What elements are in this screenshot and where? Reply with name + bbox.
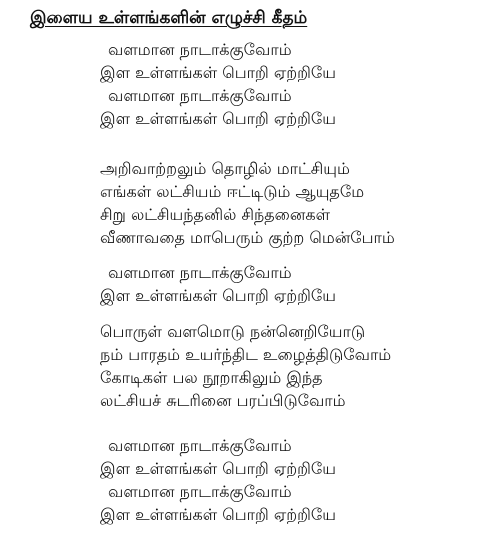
stanza-4-verse <box>100 320 391 412</box>
stanza-line: இள உள்ளங்கள் பொறி ஏற்றியே <box>100 505 337 524</box>
stanza-line: லட்சியச் சுடரினை பரப்பிடுவோம் <box>100 391 346 410</box>
stanza-line: இள உள்ளங்கள் பொறி ஏற்றியே <box>100 459 337 478</box>
stanza-line: எங்கள் லட்சியம் ஈட்டிடும் ஆயுதமே <box>100 182 365 201</box>
stanza-line: நம் பாரதம் உயர்ந்திட உழைத்திடுவோம் <box>100 345 392 364</box>
stanza-line: வளமான நாடாக்குவோம் <box>108 482 292 501</box>
stanza-line: சிறு லட்சியந்தனில் சிந்தனைகள் <box>100 205 330 224</box>
stanza-line: அறிவாற்றலும் தொழில் மாட்சியும் <box>100 159 350 178</box>
stanza-line: கோடிகள் பல நூறாகிலும் இந்த <box>100 368 323 387</box>
stanza-line: இள உள்ளங்கள் பொறி ஏற்றியே <box>100 109 337 128</box>
song-title: இளைய உள்ளங்களின் எழுச்சி கீதம் <box>30 8 308 28</box>
stanza-line: வீணாவதை மாபெரும் குற்ற மென்போம் <box>100 228 395 247</box>
stanza-line: பொருள் வளமொடு நன்னெறியோடு <box>100 322 366 341</box>
stanza-5-chorus <box>100 434 336 526</box>
stanza-line: வளமான நாடாக்குவோம் <box>108 263 292 282</box>
stanza-line: வளமான நாடாக்குவோம் <box>108 86 292 105</box>
stanza-3-chorus <box>100 261 336 307</box>
stanza-1-chorus <box>100 38 336 130</box>
stanza-line: வளமான நாடாக்குவோம் <box>108 40 292 59</box>
stanza-line: இள உள்ளங்கள் பொறி ஏற்றியே <box>100 286 337 305</box>
stanza-line: வளமான நாடாக்குவோம் <box>108 436 292 455</box>
stanza-2-verse <box>100 157 395 249</box>
stanza-line: இள உள்ளங்கள் பொறி ஏற்றியே <box>100 63 337 82</box>
